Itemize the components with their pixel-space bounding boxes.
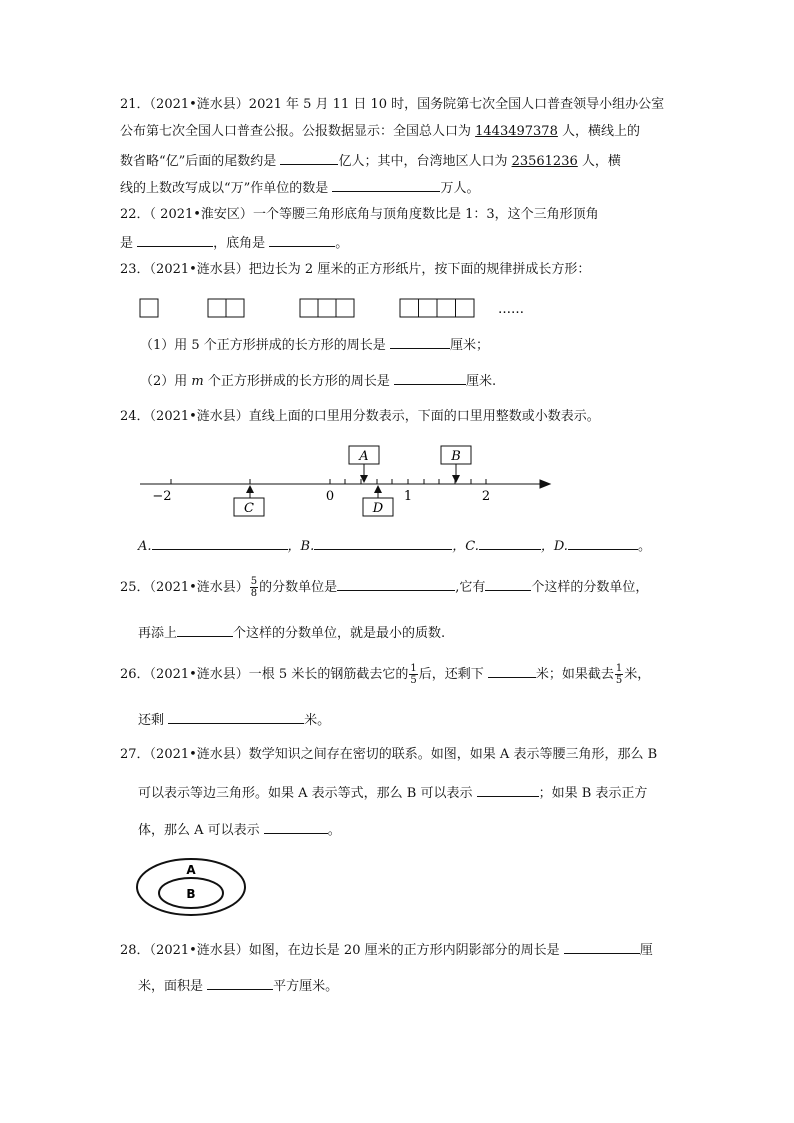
q21-line4: 线的上数改写成以“万”作单位的数是 万人。 — [120, 178, 479, 198]
q26-line2: 还剩 米。 — [138, 710, 330, 730]
answer-blank[interactable] — [168, 710, 304, 724]
q24-answers: A. ，B. ，C. ，D. 。 — [138, 536, 651, 556]
arrow-up-icon — [246, 485, 254, 493]
q24-line1: 24．（2021•涟水县）直线上面的口里用分数表示，下面的口里用整数或小数表示。 — [120, 409, 600, 424]
outer-label: A — [186, 863, 196, 877]
answer-blank[interactable] — [477, 783, 539, 797]
q23-part1: （1）用 5 个正方形拼成的长方形的周长是 厘米； — [140, 335, 489, 355]
q23-part2: （2）用 m 个正方形拼成的长方形的周长是 厘米. — [140, 371, 496, 391]
square-group-1 — [140, 299, 158, 317]
q22-line2: 是 ，底角是 。 — [120, 233, 348, 253]
answer-blank[interactable] — [564, 940, 640, 954]
number-line-figure — [130, 440, 560, 520]
q22-line1: 22．（ 2021•淮安区）一个等腰三角形底角与顶角度数比是 1：3，这个三角形顶角 — [120, 207, 599, 222]
label-b: B — [451, 449, 461, 464]
q26-line1: 26．（2021•涟水县）一根 5 米长的钢筋截去它的 $\frac{1}{5}$ 后，还剩下 米；如果截去 $\frac{1}{5}$ 米， — [120, 663, 651, 686]
q21-line1: 21．（2021•涟水县）2021 年 5 月 11 日 10 时，国务院第七次全国人口普查领导小组办公室 — [120, 97, 665, 112]
q28-line2: 米，面积是 平方厘米。 — [138, 976, 338, 996]
q21-line2: 公布第七次全国人口普查公报。公报数据显示：全国总人口为 1443497378 人，横线上的 — [120, 124, 640, 139]
answer-blank[interactable] — [488, 664, 536, 678]
tick-label: 2 — [481, 489, 491, 504]
q27-line2: 可以表示等边三角形。如果 A 表示等式，那么 B 可以表示 ；如果 B 表示正方 — [138, 783, 647, 803]
label-a: A — [359, 449, 369, 464]
q28-line1: 28．（2021•涟水县）如图，在边长是 20 厘米的正方形内阴影部分的周长是 厘 — [120, 940, 653, 960]
square-pattern-figure — [130, 295, 550, 325]
fraction-1-5: $\frac{1}{5}$ — [615, 663, 623, 686]
tick-label: 1 — [403, 489, 413, 504]
answer-blank[interactable] — [280, 151, 338, 165]
fraction-5-8: $\frac{5}{8}$ — [250, 576, 258, 599]
q27-line1: 27．（2021•涟水县）数学知识之间存在密切的联系。如图，如果 A 表示等腰三角形，那么 B — [120, 747, 658, 762]
q23-line1: 23．（2021•涟水县）把边长为 2 厘米的正方形纸片，按下面的规律拼成长方形： — [120, 262, 591, 277]
q25-line1: 25．（2021•涟水县） $\frac{5}{8}$ 的分数单位是 ,它有 个这样的分数单位， — [120, 576, 649, 599]
ellipsis: …… — [498, 302, 524, 317]
answer-blank-a[interactable] — [152, 536, 288, 550]
q21-line3: 数省略“亿”后面的尾数约是 亿人；其中，台湾地区人口为 23561236 人，横 — [120, 151, 621, 171]
answer-blank[interactable] — [337, 577, 455, 591]
answer-blank[interactable] — [177, 623, 233, 637]
total-population: 1443497378 — [475, 124, 558, 139]
q27-line3: 体，那么 A 可以表示 。 — [138, 820, 341, 840]
label-c: C — [244, 501, 254, 516]
tick-label: 0 — [325, 489, 335, 504]
arrow-up-icon — [374, 485, 382, 493]
inner-label: B — [186, 887, 196, 901]
answer-blank[interactable] — [394, 371, 466, 385]
label-d: D — [372, 501, 384, 516]
answer-blank-d[interactable] — [568, 536, 638, 550]
answer-blank[interactable] — [390, 335, 450, 349]
answer-blank[interactable] — [207, 976, 273, 990]
answer-blank-b[interactable] — [314, 536, 452, 550]
square-group-3 — [300, 299, 354, 317]
answer-blank[interactable] — [264, 820, 328, 834]
taiwan-population: 23561236 — [511, 154, 578, 169]
answer-blank[interactable] — [269, 233, 335, 247]
nested-ellipses-figure — [134, 855, 250, 919]
arrow-head-icon — [540, 480, 550, 488]
fraction-1-5: $\frac{1}{5}$ — [410, 663, 417, 686]
answer-blank[interactable] — [485, 577, 531, 591]
q25-line2: 再添上 个这样的分数单位，就是最小的质数. — [138, 623, 445, 643]
answer-blank[interactable] — [332, 178, 440, 192]
arrow-down-icon — [452, 475, 460, 483]
answer-blank[interactable] — [137, 233, 213, 247]
answer-blank-c[interactable] — [479, 536, 541, 550]
tick-label: −2 — [152, 489, 172, 504]
